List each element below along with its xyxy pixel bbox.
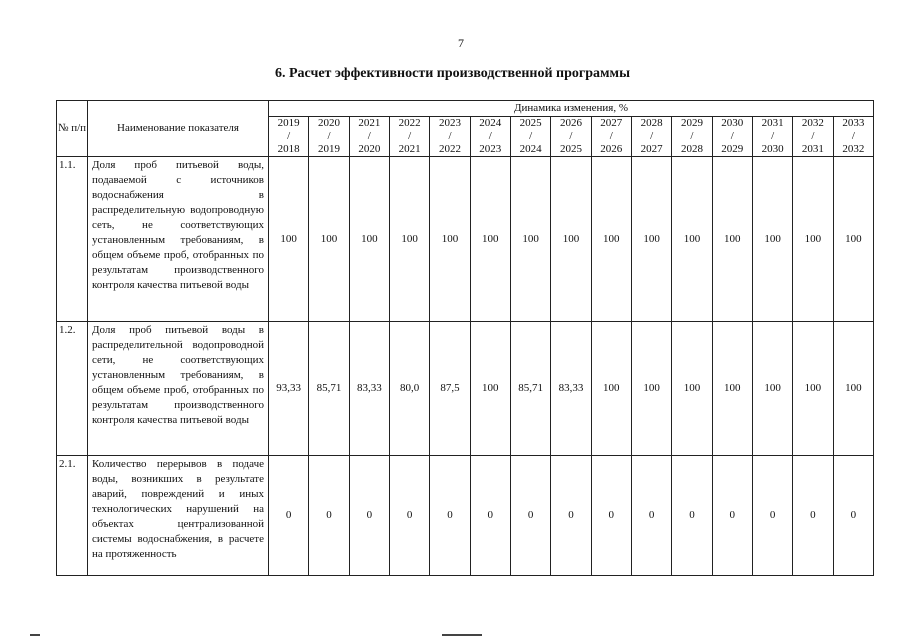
value-cell: 0	[389, 456, 429, 576]
value-cell: 100	[389, 157, 429, 322]
value-cell: 100	[470, 322, 510, 456]
period-bottom: 2022	[438, 143, 461, 155]
value-cell: 100	[510, 157, 550, 322]
period-bottom: 2024	[519, 143, 542, 155]
period-sep: /	[851, 130, 855, 142]
value-cell: 85,71	[510, 322, 550, 456]
value-cell: 80,0	[389, 322, 429, 456]
period-top: 2022	[398, 117, 421, 129]
value-cell: 0	[269, 456, 309, 576]
period-bottom: 2026	[600, 143, 623, 155]
row-number: 2.1.	[57, 456, 88, 576]
value-cell: 0	[430, 456, 470, 576]
period-sep: /	[811, 130, 815, 142]
period-sep: /	[448, 130, 452, 142]
period-bottom: 2029	[721, 143, 744, 155]
period-header	[309, 117, 349, 157]
value-cell: 0	[631, 456, 671, 576]
period-sep: /	[650, 130, 654, 142]
value-cell: 100	[712, 157, 752, 322]
period-header	[672, 117, 712, 157]
value-cell: 0	[470, 456, 510, 576]
efficiency-table	[56, 100, 874, 576]
value-cell: 0	[510, 456, 550, 576]
value-cell: 83,33	[349, 322, 389, 456]
page-number: 7	[458, 36, 464, 50]
period-top: 2027	[600, 117, 623, 129]
value-cell: 0	[349, 456, 389, 576]
period-bottom: 2028	[680, 143, 703, 155]
period-bottom: 2027	[640, 143, 663, 155]
period-top: 2023	[438, 117, 461, 129]
dynamics-header: Динамика изменения, %	[269, 101, 874, 117]
period-top: 2025	[519, 117, 542, 129]
period-sep: /	[408, 130, 412, 142]
value-cell: 87,5	[430, 322, 470, 456]
period-sep: /	[488, 130, 492, 142]
period-top: 2030	[721, 117, 744, 129]
period-sep: /	[730, 130, 734, 142]
period-top: 2031	[761, 117, 784, 129]
period-header	[349, 117, 389, 157]
value-cell: 100	[672, 157, 712, 322]
period-sep: /	[569, 130, 573, 142]
table-row	[57, 456, 874, 576]
value-cell: 100	[591, 322, 631, 456]
value-cell: 100	[349, 157, 389, 322]
period-sep: /	[327, 130, 331, 142]
period-bottom: 2025	[559, 143, 582, 155]
period-sep: /	[287, 130, 291, 142]
period-bottom: 2023	[479, 143, 502, 155]
period-bottom: 2030	[761, 143, 784, 155]
value-cell: 100	[591, 157, 631, 322]
period-header	[510, 117, 550, 157]
period-sep: /	[367, 130, 371, 142]
next-page-edge	[0, 626, 905, 640]
value-cell: 85,71	[309, 322, 349, 456]
value-cell: 100	[309, 157, 349, 322]
value-cell: 100	[833, 322, 874, 456]
indicator-name: Доля проб питьевой воды, подаваемой с источников водоснабжения в распределительную водопроводную сеть, не соответствующих установленным требованиям, в общем объеме проб, отобранных по результатам производственного контроля качества питьевой воды	[88, 157, 269, 322]
value-cell: 100	[793, 322, 833, 456]
value-cell: 100	[551, 157, 591, 322]
value-cell: 100	[631, 157, 671, 322]
value-cell: 0	[309, 456, 349, 576]
period-top: 2032	[801, 117, 824, 129]
row-number: 1.2.	[57, 322, 88, 456]
section-heading: 6. Расчет эффективности производственной программы	[274, 66, 631, 81]
col-num-header: № п/п	[57, 101, 88, 157]
period-bottom: 2019	[317, 143, 340, 155]
table-row	[57, 157, 874, 322]
col-name-header: Наименование показателя	[88, 101, 269, 157]
scan-mark	[30, 634, 40, 636]
indicator-name: Количество перерывов в подаче воды, возникших в результате аварий, повреждений и иных технологических нарушений на объектах централизованной системы водоснабжения, в расчете на протяженность	[88, 456, 269, 576]
period-top: 2026	[559, 117, 582, 129]
value-cell: 100	[752, 157, 792, 322]
header-row-top	[57, 101, 874, 117]
period-header	[470, 117, 510, 157]
row-number: 1.1.	[57, 157, 88, 322]
table-row	[57, 322, 874, 456]
value-cell: 83,33	[551, 322, 591, 456]
period-top: 2028	[640, 117, 663, 129]
period-top: 2020	[317, 117, 340, 129]
period-sep: /	[690, 130, 694, 142]
value-cell: 100	[672, 322, 712, 456]
value-cell: 100	[752, 322, 792, 456]
period-bottom: 2032	[842, 143, 865, 155]
value-cell: 0	[712, 456, 752, 576]
period-header	[793, 117, 833, 157]
period-bottom: 2018	[277, 143, 300, 155]
period-header	[631, 117, 671, 157]
period-header	[591, 117, 631, 157]
period-top: 2021	[358, 117, 381, 129]
period-sep: /	[529, 130, 533, 142]
value-cell: 100	[793, 157, 833, 322]
period-header	[833, 117, 874, 157]
period-top: 2019	[277, 117, 300, 129]
period-top: 2033	[842, 117, 865, 129]
value-cell: 0	[672, 456, 712, 576]
value-cell: 93,33	[269, 322, 309, 456]
value-cell: 0	[752, 456, 792, 576]
indicator-name: Доля проб питьевой воды в распределительной водопроводной сети, не соответствующих установленным требованиям, в общем объеме проб, отобранных по результатам производственного контроля качества питьевой воды	[88, 322, 269, 456]
period-sep: /	[609, 130, 613, 142]
period-top: 2024	[479, 117, 502, 129]
period-header	[269, 117, 309, 157]
value-cell: 100	[470, 157, 510, 322]
period-top: 2029	[680, 117, 703, 129]
value-cell: 100	[631, 322, 671, 456]
value-cell: 0	[551, 456, 591, 576]
table-body	[57, 157, 874, 576]
period-bottom: 2031	[801, 143, 824, 155]
period-header	[752, 117, 792, 157]
period-header	[551, 117, 591, 157]
value-cell: 0	[833, 456, 874, 576]
scan-mark	[442, 634, 482, 636]
value-cell: 100	[269, 157, 309, 322]
period-bottom: 2020	[358, 143, 381, 155]
value-cell: 0	[591, 456, 631, 576]
value-cell: 100	[430, 157, 470, 322]
value-cell: 100	[712, 322, 752, 456]
period-header	[712, 117, 752, 157]
value-cell: 100	[833, 157, 874, 322]
period-bottom: 2021	[398, 143, 421, 155]
value-cell: 0	[793, 456, 833, 576]
period-header	[430, 117, 470, 157]
period-sep: /	[771, 130, 775, 142]
period-header	[389, 117, 429, 157]
